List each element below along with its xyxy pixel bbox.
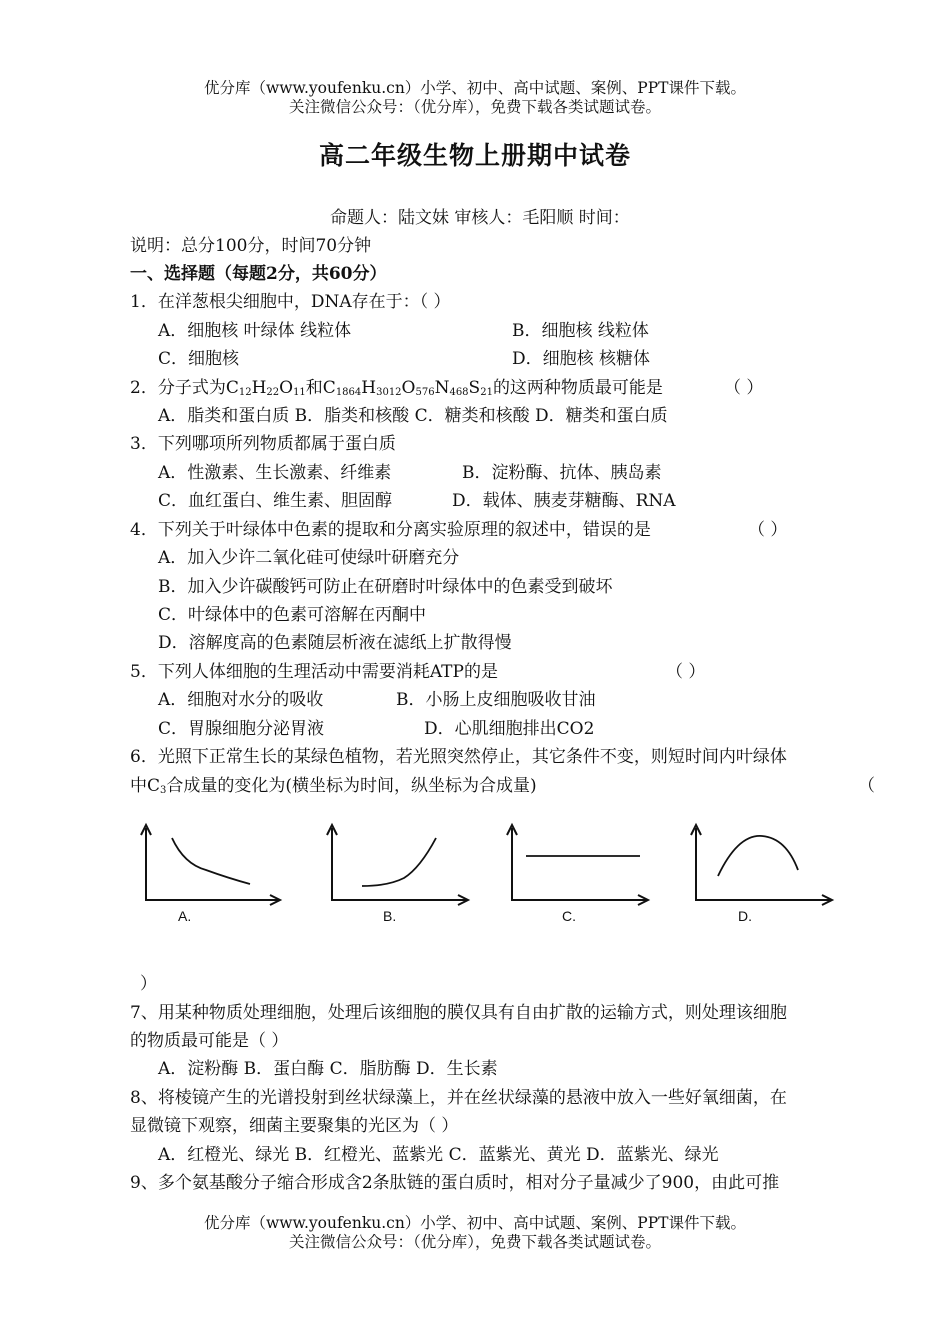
- q6-graph-d: [680, 820, 840, 930]
- q2-options: A．脂类和蛋白质 B．脂类和核酸 C．糖类和核酸 D．糖类和蛋白质: [158, 406, 668, 426]
- q4-stem: 4．下列关于叶绿体中色素的提取和分离实验原理的叙述中，错误的是: [130, 520, 651, 540]
- q6-graph-label-c: C.: [562, 908, 576, 924]
- q5-option-a: A．细胞对水分的吸收: [158, 690, 324, 710]
- q3-stem: 3．下列哪项所列物质都属于蛋白质: [130, 434, 396, 454]
- page-title: 高二年级生物上册期中试卷: [318, 141, 631, 170]
- q1-stem: 1．在洋葱根尖细胞中，DNA存在于：（ ）: [130, 292, 451, 312]
- q1-option-a: A．细胞核 叶绿体 线粒体: [158, 321, 352, 341]
- q3-option-a: A．性激素、生长激素、纤维素: [158, 463, 392, 483]
- q6-stem-line2: 中$C_3$合成量的变化为(横坐标为时间，纵坐标为合成量): [130, 776, 537, 796]
- q5-answer-paren: （ ）: [666, 662, 706, 682]
- q6-graph-c-plot: [496, 820, 656, 930]
- q6-paren-close: ）: [140, 974, 157, 994]
- q4-option-a: A．加入少许二氧化硅可使绿叶研磨充分: [158, 548, 460, 568]
- section-heading: 一、选择题（每题2分，共60分）: [130, 264, 387, 284]
- q6-graph-c: [496, 820, 656, 930]
- q6-paren-open: （: [858, 776, 875, 796]
- q8-options: A．红橙光、绿光 B．红橙光、蓝紫光 C．蓝紫光、黄光 D．蓝紫光、绿光: [158, 1145, 719, 1165]
- q5-stem: 5．下列人体细胞的生理活动中需要消耗ATP的是: [130, 662, 498, 682]
- q5-option-d: D．心肌细胞排出CO2: [424, 719, 595, 739]
- q7-stem-line2: 的物质最可能是（ ）: [130, 1031, 289, 1051]
- q3-option-c: C．血红蛋白、维生素、胆固醇: [158, 491, 393, 511]
- q4-answer-paren: （ ）: [748, 520, 788, 540]
- q1-option-c: C．细胞核: [158, 349, 240, 369]
- q9-stem-line1: 9、多个氨基酸分子缩合形成含2条肽链的蛋白质时，相对分子量减少了900，由此可推: [130, 1173, 780, 1193]
- footer-line-2: 关注微信公众号：（优分库），免费下载各类试题试卷。: [288, 1233, 661, 1251]
- q6-graph-a-plot: [128, 820, 288, 930]
- q3-option-d: D．载体、胰麦芽糖酶、RNA: [452, 491, 676, 511]
- q6-graph-label-b: B.: [383, 908, 397, 924]
- q5-option-b: B．小肠上皮细胞吸收甘油: [396, 690, 596, 710]
- q4-option-b: B．加入少许碳酸钙可防止在研磨时叶绿体中的色素受到破坏: [158, 577, 613, 597]
- q1-option-b: B．细胞核 线粒体: [512, 321, 649, 341]
- q8-stem-line1: 8、将棱镜产生的光谱投射到丝状绿藻上，并在丝状绿藻的悬液中放入一些好氧细菌，在: [130, 1088, 787, 1108]
- header-line-1: 优分库（www.youfenku.cn）小学、初中、高中试题、案例、PPT课件下载。: [203, 79, 747, 97]
- q1-option-d: D．细胞核 核糖体: [512, 349, 651, 369]
- q2-answer-paren: （ ）: [724, 378, 764, 398]
- exam-note: 说明：总分100分，时间70分钟: [130, 236, 372, 256]
- q8-stem-line2: 显微镜下观察，细菌主要聚集的光区为（ ）: [130, 1116, 459, 1136]
- q4-option-d: D．溶解度高的色素随层析液在滤纸上扩散得慢: [158, 633, 512, 653]
- q5-option-c: C．胃腺细胞分泌胃液: [158, 719, 325, 739]
- q7-options: A．淀粉酶 B．蛋白酶 C．脂肪酶 D．生长素: [158, 1059, 498, 1079]
- exam-meta: 命题人：陆文妹 审核人：毛阳顺 时间：: [330, 208, 630, 228]
- q3-option-b: B．淀粉酶、抗体、胰岛素: [462, 463, 662, 483]
- q6-graph-label-d: D.: [738, 908, 752, 924]
- q6-graph-d-plot: [680, 820, 840, 930]
- q6-graph-a: [128, 820, 288, 930]
- q7-stem-line1: 7、用某种物质处理细胞，处理后该细胞的膜仅具有自由扩散的运输方式，则处理该细胞: [130, 1003, 787, 1023]
- footer-line-1: 优分库（www.youfenku.cn）小学、初中、高中试题、案例、PPT课件下载。: [203, 1214, 747, 1232]
- q6-graph-label-a: A.: [178, 908, 192, 924]
- q6-stem-line1: 6．光照下正常生长的某绿色植物，若光照突然停止，其它条件不变，则短时间内叶绿体: [130, 747, 787, 767]
- header-line-2: 关注微信公众号：（优分库），免费下载各类试题试卷。: [288, 98, 661, 116]
- q4-option-c: C．叶绿体中的色素可溶解在丙酮中: [158, 605, 427, 625]
- q2-stem: 2．分子式为$C_{12}H_{22}O_{11}$和$C_{1864}H_{3012}O_{576}N_{468}S_{21}$的这两种物质最可能是: [130, 378, 663, 398]
